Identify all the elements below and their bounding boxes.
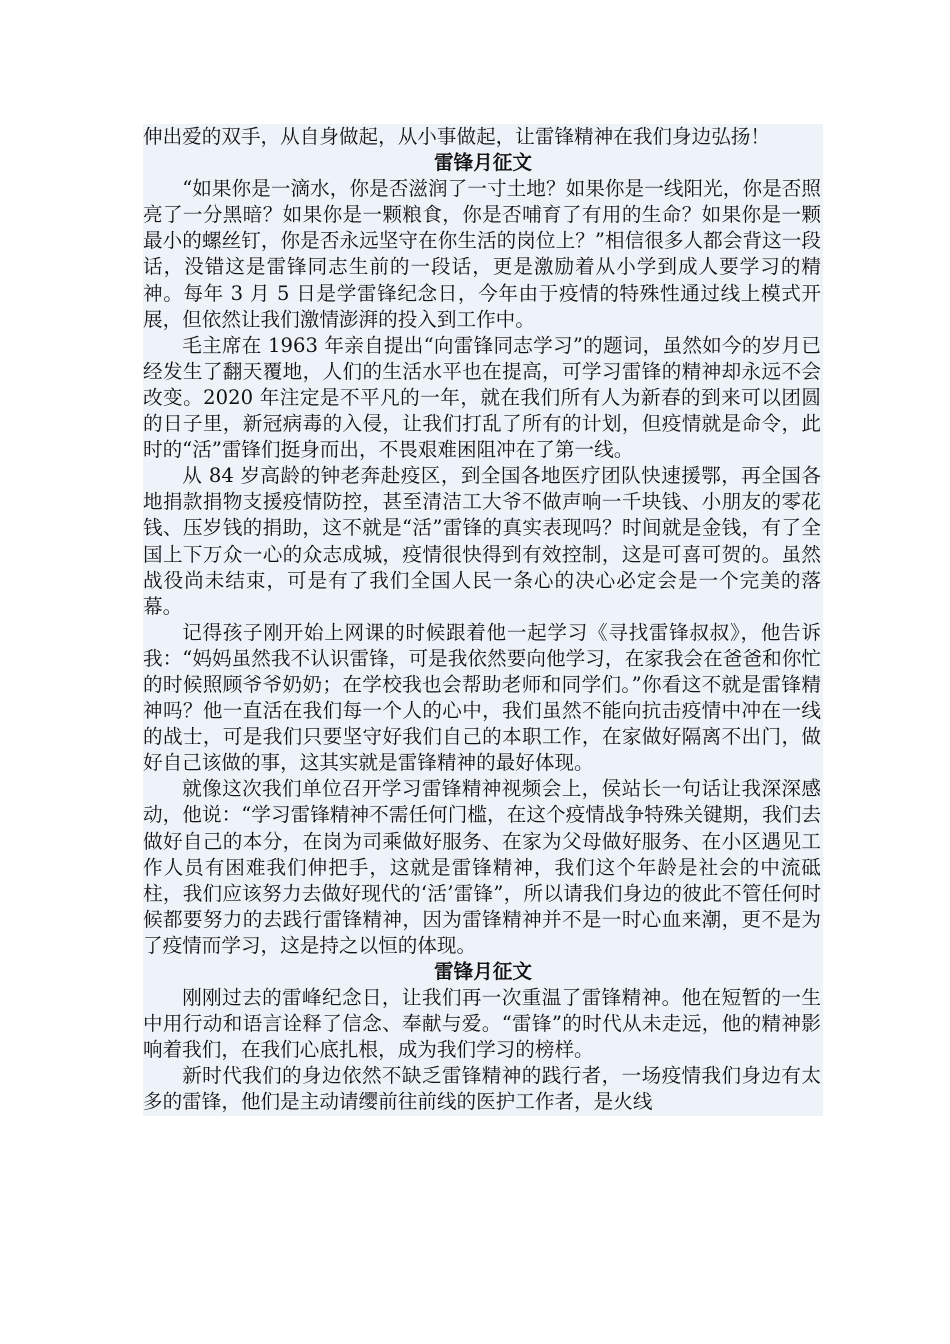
essay-1-paragraph-1: “如果你是一滴水，你是否滋润了一寸土地？如果你是一线阳光，你是否照亮了一分黑暗？如果你是一颗粮食，你是否哺育了有用的生命？如果你是一颗最小的螺丝钉，你是否永远坚守在你生活的岗位上？”相信很多人都会背这一段话，没错这是雷锋同志生前的一段话，更是激励着从小学到成人要学习的精神。每年 3 月 5 日是学雷锋纪念日，今年由于疫情的特殊性通过线上模式开展，但依然让我们激情澎湃的投入到工作中。 xyxy=(143,176,823,333)
essay-1-title: 雷锋月征文 xyxy=(143,150,823,176)
document-body xyxy=(143,124,823,1116)
intro-paragraph: 伸出爱的双手，从自身做起，从小事做起，让雷锋精神在我们身边弘扬！ xyxy=(143,124,823,150)
essay-1-paragraph-4: 记得孩子刚开始上网课的时候跟着他一起学习《寻找雷锋叔叔》，他告诉我：“妈妈虽然我不认识雷锋，可是我依然要向他学习，在家我会在爸爸和你忙的时候照顾爷爷奶奶；在学校我也会帮助老师和同学们。”你看这不就是雷锋精神吗？他一直活在我们每一个人的心中，我们虽然不能向抗击疫情中冲在一线的战士，可是我们只要坚守好我们自己的本职工作，在家做好隔离不出门，做好自己该做的事，这其实就是雷锋精神的最好体现。 xyxy=(143,620,823,777)
essay-1-paragraph-2: 毛主席在 1963 年亲自提出“向雷锋同志学习”的题词，虽然如今的岁月已经发生了翻天覆地，人们的生活水平也在提高，可学习雷锋的精神却永远不会改变。2020 年注定是不平凡的一年，就在我们所有人为新春的到来可以团圆的日子里，新冠病毒的入侵，让我们打乱了所有的计划，但疫情就是命令，此时的“活”雷锋们挺身而出，不畏艰难困阻冲在了第一线。 xyxy=(143,333,823,463)
essay-2-title: 雷锋月征文 xyxy=(143,959,823,985)
essay-1-paragraph-5: 就像这次我们单位召开学习雷锋精神视频会上，侯站长一句话让我深深感动，他说：“学习雷锋精神不需任何门槛，在这个疫情战争特殊关键期，我们去做好自己的本分，在岗为司乘做好服务、在家为父母做好服务、在小区遇见工作人员有困难我们伸把手，这就是雷锋精神，我们这个年龄是社会的中流砥柱，我们应该努力去做好现代的‘活’雷锋”，所以请我们身边的彼此不管任何时候都要努力的去践行雷锋精神，因为雷锋精神并不是一时心血来潮，更不是为了疫情而学习，这是持之以恒的体现。 xyxy=(143,776,823,959)
essay-1-paragraph-3: 从 84 岁高龄的钟老奔赴疫区，到全国各地医疗团队快速援鄂，再全国各地捐款捐物支援疫情防控，甚至清洁工大爷不做声响一千块钱、小朋友的零花钱、压岁钱的捐助，这不就是“活”雷锋的真实表现吗？时间就是金钱，有了全国上下万众一心的众志成城，疫情很快得到有效控制，这是可喜可贺的。虽然战役尚未结束，可是有了我们全国人民一条心的决心必定会是一个完美的落幕。 xyxy=(143,463,823,620)
essay-2-paragraph-1: 刚刚过去的雷峰纪念日，让我们再一次重温了雷锋精神。他在短暂的一生中用行动和语言诠释了信念、奉献与爱。“雷锋”的时代从未走远，他的精神影响着我们，在我们心底扎根，成为我们学习的榜样。 xyxy=(143,985,823,1063)
essay-2-paragraph-2: 新时代我们的身边依然不缺乏雷锋精神的践行者，一场疫情我们身边有太多的雷锋，他们是主动请缨前往前线的医护工作者，是火线 xyxy=(143,1063,823,1115)
